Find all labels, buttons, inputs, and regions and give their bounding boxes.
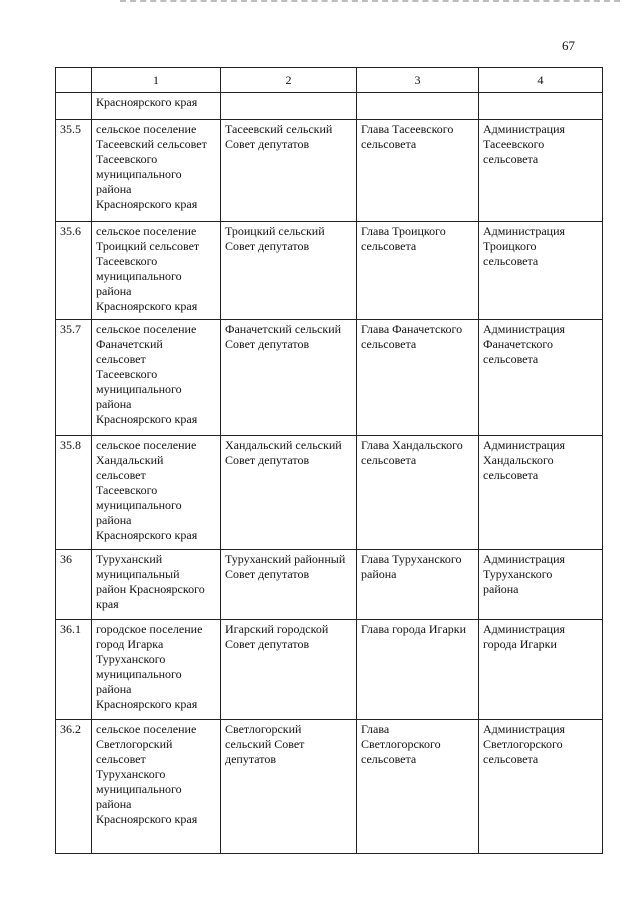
- council-cell: [221, 320, 357, 436]
- cell-text-line: Хандальский: [96, 453, 164, 467]
- header-cell-4: 4: [479, 68, 603, 93]
- table-row: [56, 620, 603, 720]
- territory-cell: [92, 222, 221, 320]
- territory-cell: [92, 720, 221, 854]
- administration-cell: [479, 620, 603, 720]
- cell-text-line: муниципального: [96, 498, 182, 512]
- council-cell: [221, 436, 357, 550]
- row-number-cell: 35.8: [56, 436, 92, 550]
- scan-artifact-marks: [120, 0, 620, 6]
- cell-text-line: Администрация: [483, 438, 566, 452]
- cell-text-line: района: [96, 284, 132, 298]
- cell-text-line: Хандальский сельский: [225, 438, 342, 452]
- cell-text-line: Хандальского: [483, 453, 554, 467]
- cell-text-line: городское поселение: [96, 622, 203, 636]
- table-row: [56, 720, 603, 854]
- cell-text-line: Тасеевского: [96, 152, 158, 166]
- header-cell-1: 1: [92, 68, 221, 93]
- row-number-cell: 35.6: [56, 222, 92, 320]
- header-cell-no: [56, 68, 92, 93]
- cell-text-line: сельсовета: [361, 337, 417, 351]
- administration-cell: [479, 222, 603, 320]
- cell-text-line: Игарский городской: [225, 622, 329, 636]
- territory-cell: [92, 550, 221, 620]
- administration-cell: [479, 120, 603, 222]
- administration-cell: [479, 93, 603, 120]
- council-cell: [221, 620, 357, 720]
- cell-text-line: Красноярского края: [96, 197, 198, 211]
- head-cell: [357, 550, 479, 620]
- cell-text-line: Туруханского: [483, 567, 553, 581]
- cell-text-line: района: [96, 397, 132, 411]
- cell-text-line: муниципального: [96, 667, 182, 681]
- cell-text-line: Глава Хандальского: [361, 438, 463, 452]
- cell-text-line: Фаначетского: [483, 337, 553, 351]
- cell-text-line: Совет депутатов: [225, 137, 310, 151]
- head-cell: [357, 620, 479, 720]
- administration-cell: [479, 550, 603, 620]
- cell-text-line: района: [96, 513, 132, 527]
- cell-text-line: Красноярского края: [96, 528, 198, 542]
- administration-cell: [479, 720, 603, 854]
- council-cell: [221, 93, 357, 120]
- row-number-cell: 36.1: [56, 620, 92, 720]
- cell-text-line: Светлогорского: [361, 737, 441, 751]
- cell-text-line: Глава Троицкого: [361, 224, 446, 238]
- cell-text-line: Тасеевского: [96, 367, 158, 381]
- council-cell: [221, 720, 357, 854]
- cell-text-line: Совет депутатов: [225, 567, 310, 581]
- table-row: [56, 320, 603, 436]
- cell-text-line: Тасеевский сельсовет: [96, 137, 207, 151]
- cell-text-line: район Красноярского: [96, 582, 205, 596]
- territory-cell: [92, 320, 221, 436]
- row-number-cell: 35.5: [56, 120, 92, 222]
- cell-text-line: Туруханский районный: [225, 552, 346, 566]
- cell-text-line: муниципального: [96, 167, 182, 181]
- table-header-row: [56, 68, 603, 93]
- head-cell: [357, 222, 479, 320]
- cell-text-line: Глава: [361, 722, 390, 736]
- cell-text-line: Тасеевского: [96, 483, 158, 497]
- cell-text-line: Администрация: [483, 224, 566, 238]
- cell-text-line: Красноярского края: [96, 95, 198, 109]
- cell-text-line: сельсовет: [96, 752, 146, 766]
- cell-text-line: района: [96, 797, 132, 811]
- cell-text-line: сельское поселение: [96, 122, 197, 136]
- cell-text-line: сельсовета: [361, 239, 417, 253]
- cell-text-line: муниципального: [96, 269, 182, 283]
- administration-cell: [479, 320, 603, 436]
- cell-text-line: муниципальный: [96, 567, 180, 581]
- head-cell: [357, 93, 479, 120]
- cell-text-line: Троицкий сельсовет: [96, 239, 200, 253]
- cell-text-line: Администрация: [483, 622, 566, 636]
- administration-cell: [479, 436, 603, 550]
- table-row: [56, 436, 603, 550]
- page-number: 67: [562, 38, 575, 53]
- cell-text-line: сельсовета: [483, 468, 539, 482]
- cell-text-line: района: [483, 582, 519, 596]
- cell-text-line: сельсовет: [96, 352, 146, 366]
- head-cell: [357, 320, 479, 436]
- row-number-cell: 36.2: [56, 720, 92, 854]
- row-number-cell: [56, 93, 92, 120]
- council-cell: [221, 550, 357, 620]
- territory-cell: [92, 620, 221, 720]
- table-row: [56, 120, 603, 222]
- cell-text-line: сельсовета: [361, 137, 417, 151]
- cell-text-line: города Игарки: [483, 637, 557, 651]
- table-row-continuation: [56, 93, 603, 120]
- cell-text-line: Фаначетский сельский: [225, 322, 342, 336]
- cell-text-line: района: [361, 567, 397, 581]
- cell-text-line: Троицкого: [483, 239, 537, 253]
- council-cell: [221, 120, 357, 222]
- cell-text-line: Красноярского края: [96, 697, 198, 711]
- cell-text-line: сельский Совет: [225, 737, 305, 751]
- cell-text-line: сельсовета: [483, 152, 539, 166]
- cell-text-line: муниципального: [96, 782, 182, 796]
- cell-text-line: Светлогорский: [96, 737, 173, 751]
- cell-text-line: Фаначетский: [96, 337, 163, 351]
- cell-text-line: Светлогорский: [225, 722, 302, 736]
- cell-text-line: Глава города Игарки: [361, 622, 467, 636]
- cell-text-line: Тасеевского: [483, 137, 545, 151]
- cell-text-line: сельское поселение: [96, 722, 197, 736]
- territory-cell: [92, 120, 221, 222]
- cell-text-line: Туруханского: [96, 767, 166, 781]
- cell-text-line: сельское поселение: [96, 224, 197, 238]
- header-cell-2: 2: [221, 68, 357, 93]
- cell-text-line: сельсовета: [483, 752, 539, 766]
- cell-text-line: сельсовета: [483, 352, 539, 366]
- document-table: [55, 67, 603, 854]
- head-cell: [357, 120, 479, 222]
- cell-text-line: Администрация: [483, 122, 566, 136]
- head-cell: [357, 436, 479, 550]
- cell-text-line: сельсовета: [361, 752, 417, 766]
- table-row: [56, 550, 603, 620]
- cell-text-line: Совет депутатов: [225, 239, 310, 253]
- head-cell: [357, 720, 479, 854]
- cell-text-line: Тасеевского: [96, 254, 158, 268]
- cell-text-line: Администрация: [483, 552, 566, 566]
- cell-text-line: Глава Туруханского: [361, 552, 462, 566]
- cell-text-line: город Игарка: [96, 637, 164, 651]
- cell-text-line: Красноярского края: [96, 299, 198, 313]
- cell-text-line: сельсовета: [483, 254, 539, 268]
- council-cell: [221, 222, 357, 320]
- cell-text-line: Глава Фаначетского: [361, 322, 463, 336]
- cell-text-line: сельсовет: [96, 468, 146, 482]
- table-row: [56, 222, 603, 320]
- cell-text-line: Совет депутатов: [225, 637, 310, 651]
- cell-text-line: Туруханского: [96, 652, 166, 666]
- cell-text-line: сельсовета: [361, 453, 417, 467]
- cell-text-line: края: [96, 597, 119, 611]
- cell-text-line: Тасеевский сельский: [225, 122, 333, 136]
- territory-cell: [92, 436, 221, 550]
- cell-text-line: Красноярского края: [96, 412, 198, 426]
- cell-text-line: Администрация: [483, 722, 566, 736]
- cell-text-line: района: [96, 182, 132, 196]
- cell-text-line: сельское поселение: [96, 322, 197, 336]
- cell-text-line: сельское поселение: [96, 438, 197, 452]
- row-number-cell: 35.7: [56, 320, 92, 436]
- row-number-cell: 36: [56, 550, 92, 620]
- cell-text-line: Совет депутатов: [225, 453, 310, 467]
- cell-text-line: Светлогорского: [483, 737, 563, 751]
- cell-text-line: депутатов: [225, 752, 277, 766]
- cell-text-line: Администрация: [483, 322, 566, 336]
- cell-text-line: Туруханский: [96, 552, 163, 566]
- cell-text-line: муниципального: [96, 382, 182, 396]
- cell-text-line: района: [96, 682, 132, 696]
- cell-text-line: Глава Тасеевского: [361, 122, 454, 136]
- cell-text-line: Красноярского края: [96, 812, 198, 826]
- header-cell-3: 3: [357, 68, 479, 93]
- cell-text-line: Троицкий сельский: [225, 224, 325, 238]
- cell-text-line: Совет депутатов: [225, 337, 310, 351]
- territory-cell: [92, 93, 221, 120]
